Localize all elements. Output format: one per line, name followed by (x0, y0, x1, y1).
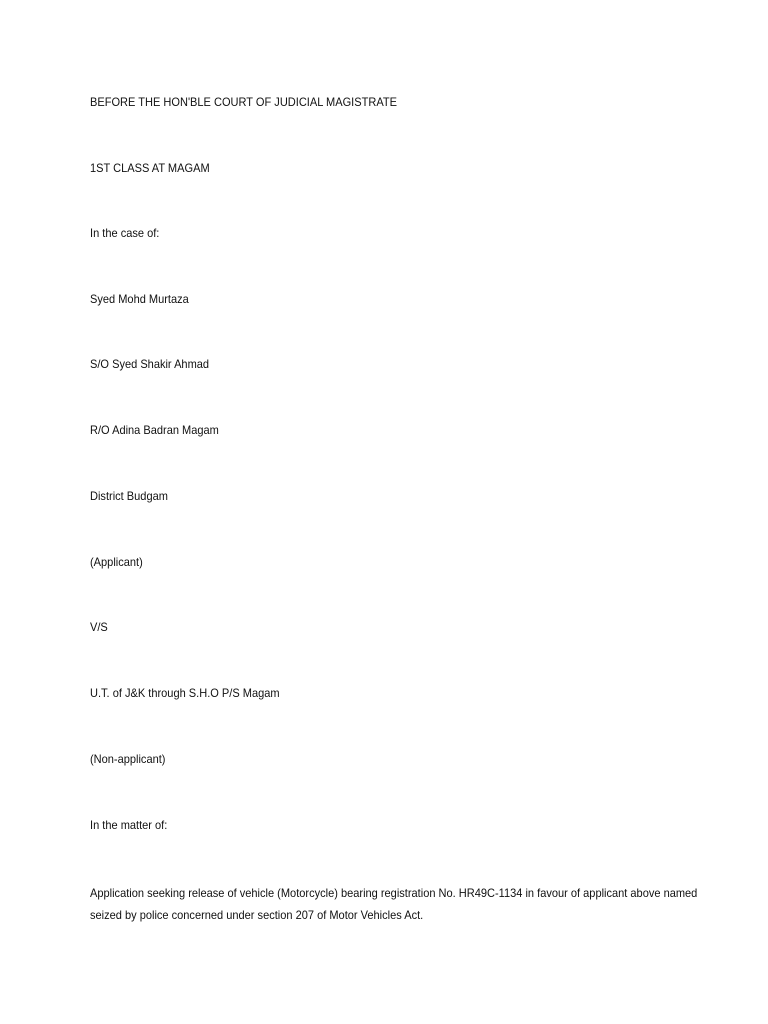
applicant-parent: S/O Syed Shakir Ahmad (90, 357, 210, 371)
applicant-name: Syed Mohd Murtaza (90, 292, 189, 306)
respondent: U.T. of J&K through S.H.O P/S Magam (90, 686, 280, 700)
respondent-role: (Non-applicant) (90, 752, 166, 766)
applicant-district: District Budgam (90, 489, 168, 503)
court-heading-line-2: 1ST CLASS AT MAGAM (90, 161, 210, 175)
case-intro: In the case of: (90, 226, 160, 240)
matter-text: Application seeking release of vehicle (Motorcycle) bearing registration No. HR49C-1134 in favour of applicant above named seized by police concerned under section 207 of Motor Vehicles Act. (90, 886, 698, 922)
applicant-role: (Applicant) (90, 555, 143, 569)
court-heading-line-1: BEFORE THE HON'BLE COURT OF JUDICIAL MAGISTRATE (90, 95, 397, 109)
versus-label: V/S (90, 620, 108, 634)
applicant-residence: R/O Adina Badran Magam (90, 423, 219, 437)
matter-intro: In the matter of: (90, 818, 168, 832)
